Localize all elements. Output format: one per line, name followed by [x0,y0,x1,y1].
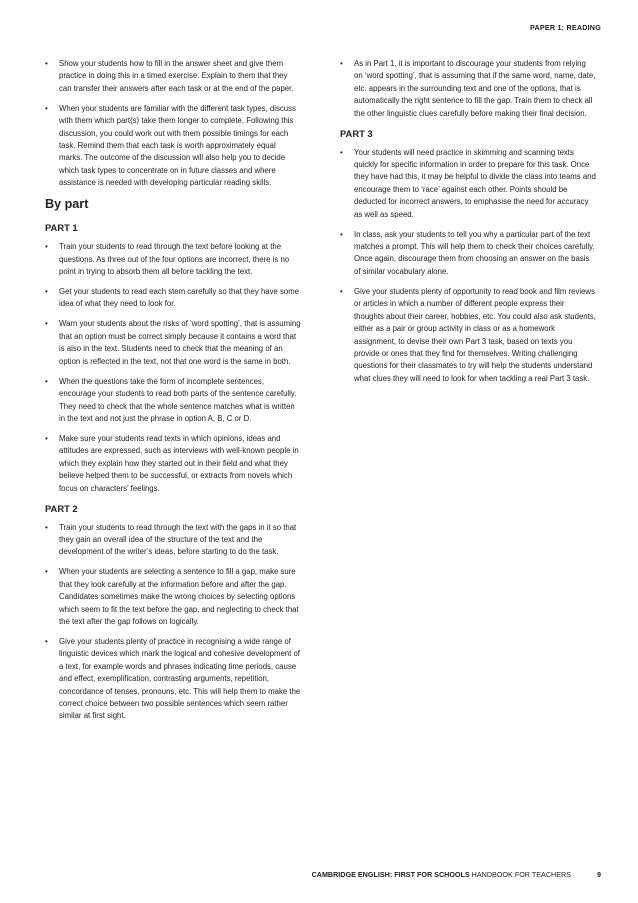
list-item: • Give your students plenty of practice in recognising a wide range of linguistic devices which mark the logical and cohesive development of a text, for example words and phrases indicating time periods, cause and effect, exemplification, contrasting arguments, repetition, concordance of tenses, pronouns, etc. This will help them to make the correct choice between two possible sentences which seem rather similar at first sight. [45,636,301,723]
list-item: • Train your students to read through the text before looking at the questions. As three out of the four options are incorrect, there is no point in trying to absorb them all before tackling the text. [45,241,301,278]
list-item: • Train your students to read through the text with the gaps in it so that they gain an overall idea of the structure of the text and the development of the writer’s ideas, before starting to do the task. [45,522,301,559]
part3-heading: PART 3 [340,127,373,139]
running-header: PAPER 1: READING [530,23,601,32]
list-item: • Show your students how to fill in the answer sheet and give them practice in doing this in a timed exercise. Explain to them that they can transfer their answers after each task or at the end of the paper. [45,58,301,95]
list-item: • Your students will need practice in skimming and scanning texts quickly for specific information in order to prepare for this task. Once they have had this, it may be helpful to divide the class into teams and encourage them to ‘race’ against each other. Points should be deducted for incorrect answers, to emphasise the need for accuracy as well as speed. [340,147,596,221]
list-item: • Warn your students about the risks of ‘word spotting’, that is assuming that an option must be correct simply because it contains a word that is also in the text. Students need to check that the meaning of an option is reflected in the text, not that one word is the same in both. [45,318,301,368]
list-item: • Make sure your students read texts in which opinions, ideas and attitudes are expressed, such as interviews with well-known people in which they explain how they started out in their field and what they believe helped them to be successful, or extracts from novels which focus on characters’ feelings. [45,433,301,495]
list-item: • When the questions take the form of incomplete sentences, encourage your students to read both parts of the sentence carefully. They need to check that the whole sentence matches what is written in the text and not just the phrase in option A, B, C or D. [45,376,301,426]
list-item: • In class, ask your students to tell you why a particular part of the text matches a prompt. This will help them to check their choices carefully. Once again, discourage them from choosing an answer on the basis of similar vocabulary alone. [340,229,596,279]
footer-title-rest: HANDBOOK FOR TEACHERS [469,870,571,879]
part1-bullet-list [45,241,301,495]
part2-bullet-list [45,522,301,723]
list-item: • Give your students plenty of opportunity to read book and film reviews or articles in which a number of different people express their thoughts about their career, hobbies, etc. You could also ask students, either as a pair or group activity in class or as a homework assignment, to devise their own Part 3 task, based on texts you provide or ones that they find for themselves. Writing challenging questions for their classmates to try will help the students understand what clues they will need to look for when tackling a real Part 3 task. [340,286,596,385]
intro-bullet-list [45,58,301,190]
page-footer [312,870,601,879]
by-part-heading: By part [45,197,89,212]
list-item: • When your students are familiar with the different task types, discuss with them which part(s) take them longer to complete. Following this discussion, you could work out with them possible timings for each task. Remind them that each task is worth approximately equal marks. The outcome of the discussion will also help you to decide which task types to concentrate on in future classes and where assistance is needed with developing particular reading skills. [45,103,301,190]
right-column [340,58,596,393]
list-item: • When your students are selecting a sentence to fill a gap, make sure that they look carefully at the information before and after the gap. Candidates sometimes make the wrong choices by selecting options which seem to fit the text before the gap, and neglecting to check that the text after the gap follows on logically. [45,566,301,628]
footer-title-bold: CAMBRIDGE ENGLISH: FIRST FOR SCHOOLS [311,870,470,879]
left-column [45,58,301,730]
list-item: • As in Part 1, it is important to discourage your students from relying on ‘word spotting’, that is assuming that if the same word, name, date, etc. appears in the surrounding text and one of the options, that is automatically the right sentence to fill the gap. Train them to check all the other linguistic clues carefully before making their final decision. [340,58,596,120]
list-item: • Get your students to read each stem carefully so that they have some idea of what they need to look for. [45,286,301,311]
page-number: 9 [597,870,601,879]
part3-bullet-list [340,147,596,386]
part2-continued-bullet-list [340,58,596,120]
part1-heading: PART 1 [45,222,78,234]
part2-heading: PART 2 [45,502,78,514]
